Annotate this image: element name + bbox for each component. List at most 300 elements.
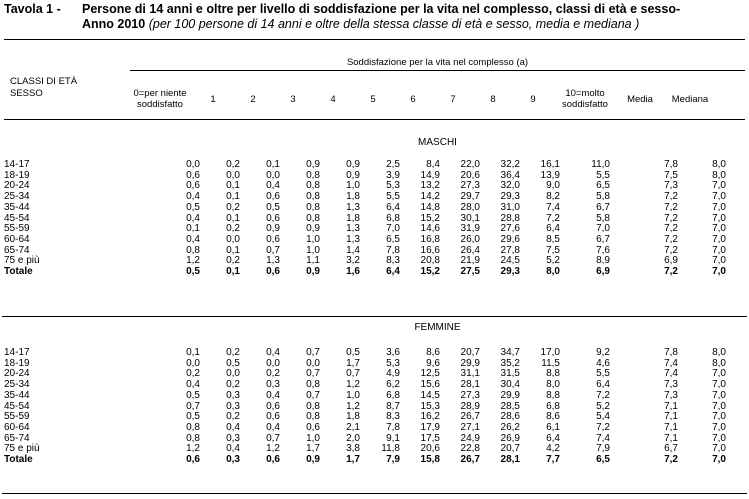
table-cell: 7,9 [386,454,400,466]
table-cell: 0,4 [186,233,200,245]
col-header-7: 7 [450,94,456,105]
table-cell: 29,3 [500,266,520,278]
total-row [4,267,726,278]
table-cell: 17,5 [420,432,440,444]
table-cell: 6,7 [596,233,610,245]
table-cell: 9,6 [426,357,440,369]
table-cell: 7,0 [712,432,726,444]
table-cell: 7,0 [712,180,726,192]
table-cell: 8,3 [386,411,400,423]
row-label: 25-34 [4,191,30,203]
col-header-6: 6 [410,94,416,105]
table-cell: 0,4 [266,389,280,401]
title-line-1: Persone di 14 anni e oltre per livello di soddisfazione per la vita nel complesso, classi di età e sesso- [82,2,681,16]
table-cell: 7,0 [386,223,400,235]
table-cell: 0,4 [266,180,280,192]
table-cell: 0,3 [226,432,240,444]
table-cell: 20,7 [500,443,520,455]
table-cell: 6,9 [596,266,610,278]
table-cell: 7,4 [664,357,678,369]
table-cell: 11,0 [591,159,610,170]
table-cell: 15,6 [420,379,440,391]
table-cell: 29,3 [500,191,520,203]
table-cell: 5,8 [596,191,610,203]
table-cell: 0,9 [306,223,320,235]
table-cell: 0,4 [266,347,280,358]
row-label: 20-24 [4,368,30,380]
table-cell: 6,5 [596,454,610,466]
table-cell: 5,5 [386,191,400,203]
table-cell: 0,4 [266,421,280,433]
table-cell: 5,5 [596,368,610,380]
table-cell: 0,8 [186,432,200,444]
title-subtitle: (per 100 persone di 14 anni e oltre della stessa classe di età e sesso, media e mediana ) [148,17,640,31]
table-cell: 26,9 [500,432,520,444]
table-cell: 1,8 [346,212,360,224]
col-header-5: 5 [370,94,376,105]
table-cell: 6,5 [386,233,400,245]
table-cell: 1,2 [186,443,200,455]
table-cell: 0,1 [186,223,200,235]
table-cell: 7,8 [386,421,400,433]
table-cell: 7,0 [712,266,726,278]
table-cell: 7,1 [664,400,678,412]
table-cell: 15,2 [420,266,440,278]
table-cell: 30,4 [500,379,520,391]
table-row [4,224,726,235]
row-label: 65-74 [4,432,30,444]
table-cell: 0,0 [186,357,200,369]
table-cell: 8,0 [546,379,560,391]
row-label: 55-59 [4,223,30,235]
table-cell: 0,2 [266,368,280,380]
table-cell: 7,0 [712,212,726,224]
row-label: 45-54 [4,400,30,412]
table-cell: 6,8 [546,400,560,412]
table-row [4,423,726,434]
table-cell: 0,8 [306,180,320,192]
table-cell: 0,6 [306,421,320,433]
title-line-2: Anno 2010 [82,17,146,31]
table-cell: 27,3 [460,180,480,192]
table-cell: 0,0 [186,159,200,170]
table-cell: 8,0 [546,266,560,278]
row-label: 65-74 [4,244,30,256]
table-cell: 24,9 [460,432,480,444]
table-cell: 28,9 [460,400,480,412]
bottom-rule [2,493,747,494]
table-cell: 16,2 [420,411,440,423]
col-header-8: 8 [490,94,496,105]
table-cell: 35,2 [500,357,520,369]
table-row [4,402,726,413]
table-cell: 7,3 [664,379,678,391]
table-cell: 8,6 [426,347,440,358]
table-cell: 32,0 [500,180,520,192]
table-cell: 6,7 [664,443,678,455]
col-header-10: 10=molto soddisfatto [562,88,608,110]
table-cell: 6,8 [386,389,400,401]
table-cell: 7,2 [664,244,678,256]
table-cell: 0,0 [266,169,280,181]
table-cell: 7,7 [546,454,560,466]
table-row [4,246,726,257]
row-label: 55-59 [4,411,30,423]
table-cell: 26,2 [500,421,520,433]
header-rule [4,119,745,120]
table-cell: 0,6 [266,266,280,278]
table-cell: 0,4 [226,443,240,455]
table-cell: 7,2 [664,266,678,278]
section-title-femmine: FEMMINE [414,322,461,333]
table-cell: 0,8 [306,191,320,203]
table-cell: 0,7 [186,400,200,412]
table-cell: 0,6 [186,180,200,192]
table-cell: 24,5 [500,255,520,267]
table-cell: 14,2 [420,191,440,203]
table-cell: 7,4 [546,201,560,213]
row-label: 14-17 [4,159,30,170]
table-cell: 0,8 [306,212,320,224]
row-label: 14-17 [4,347,30,358]
table-cell: 20,6 [460,169,480,181]
table-cell: 0,0 [226,233,240,245]
table-cell: 7,2 [664,223,678,235]
table-cell: 9,2 [596,347,610,358]
table-cell: 1,8 [346,411,360,423]
row-label: 20-24 [4,180,30,192]
table-cell: 7,9 [596,443,610,455]
table-cell: 0,9 [306,266,320,278]
table-cell: 7,8 [664,347,678,358]
row-label: 75 e più [4,255,40,267]
row-label: 45-54 [4,212,30,224]
table-cell: 17,9 [420,421,440,433]
table-cell: 31,0 [500,201,520,213]
table-cell: 6,4 [386,201,400,213]
table-cell: 3,8 [346,443,360,455]
table-cell: 5,8 [596,212,610,224]
maschi-rule [2,316,747,317]
table-cell: 0,6 [266,454,280,466]
row-label: Totale [4,266,33,278]
table-cell: 0,5 [226,357,240,369]
table-cell: 17,0 [540,347,560,358]
table-cell: 3,2 [346,255,360,267]
table-cell: 0,5 [186,201,200,213]
row-label: Totale [4,454,33,466]
table-cell: 7,2 [546,212,560,224]
table-cell: 0,2 [226,201,240,213]
table-cell: 0,1 [186,347,200,358]
table-cell: 27,1 [460,421,480,433]
table-cell: 2,0 [346,432,360,444]
table-cell: 0,2 [186,368,200,380]
row-label: 60-64 [4,421,30,433]
table-cell: 0,6 [186,169,200,181]
table-number: Tavola 1 - [4,2,61,16]
table-cell: 29,9 [500,389,520,401]
table-cell: 0,4 [186,212,200,224]
table-cell: 32,2 [500,159,520,170]
table-cell: 4,2 [546,443,560,455]
table-cell: 0,5 [266,201,280,213]
table-cell: 1,0 [306,233,320,245]
table-cell: 0,5 [186,411,200,423]
table-cell: 27,6 [500,223,520,235]
table-cell: 2,1 [346,421,360,433]
row-label: 75 e più [4,443,40,455]
total-row [4,455,726,466]
table-cell: 0,2 [226,223,240,235]
table-cell: 1,3 [346,223,360,235]
table-cell: 21,9 [460,255,480,267]
table-cell: 0,3 [226,389,240,401]
table-cell: 31,1 [460,368,480,380]
col-header-3: 3 [290,94,296,105]
table-row [4,160,726,171]
table-cell: 7,3 [664,180,678,192]
col-header-1: 1 [210,94,216,105]
table-cell: 7,0 [712,379,726,391]
table-cell: 6,2 [386,379,400,391]
table-cell: 16,6 [420,244,440,256]
table-cell: 1,4 [346,244,360,256]
table-cell: 5,3 [386,357,400,369]
table-cell: 7,0 [712,411,726,423]
table-cell: 7,8 [386,244,400,256]
table-cell: 7,4 [664,368,678,380]
table-cell: 26,7 [460,454,480,466]
table-cell: 0,1 [226,212,240,224]
table-cell: 7,2 [664,191,678,203]
table-cell: 0,1 [226,180,240,192]
femmine-table [4,348,726,466]
table-cell: 6,1 [546,421,560,433]
table-cell: 7,5 [664,169,678,181]
table-cell: 0,5 [186,266,200,278]
table-cell: 8,2 [546,191,560,203]
table-cell: 1,2 [346,400,360,412]
table-row [4,434,726,445]
table-cell: 1,8 [346,191,360,203]
table-cell: 9,1 [386,432,400,444]
table-cell: 0,5 [186,389,200,401]
table-cell: 28,6 [500,411,520,423]
table-cell: 7,0 [596,223,610,235]
table-cell: 0,7 [346,368,360,380]
table-cell: 0,1 [226,266,240,278]
table-cell: 15,2 [420,212,440,224]
table-cell: 7,0 [712,233,726,245]
table-cell: 22,0 [460,159,480,170]
table-cell: 8,4 [426,159,440,170]
table-cell: 28,8 [500,212,520,224]
table-cell: 7,1 [664,421,678,433]
table-cell: 0,8 [306,169,320,181]
table-cell: 1,2 [186,255,200,267]
table-cell: 0,2 [226,411,240,423]
table-cell: 0,0 [226,169,240,181]
table-cell: 29,9 [460,357,480,369]
table-row [4,192,726,203]
table-cell: 0,6 [186,454,200,466]
table-cell: 7,0 [712,400,726,412]
table-cell: 7,1 [664,432,678,444]
table-cell: 0,2 [226,159,240,170]
table-cell: 0,4 [186,379,200,391]
table-cell: 6,5 [596,180,610,192]
table-cell: 13,2 [420,180,440,192]
table-cell: 7,1 [664,411,678,423]
table-cell: 7,6 [596,244,610,256]
col-header-2: 2 [250,94,256,105]
table-cell: 7,2 [664,212,678,224]
table-cell: 8,0 [712,159,726,170]
table-row [4,214,726,225]
table-cell: 28,0 [460,201,480,213]
table-cell: 16,8 [420,233,440,245]
table-cell: 29,7 [460,191,480,203]
table-cell: 6,8 [386,212,400,224]
table-cell: 8,9 [596,255,610,267]
table-cell: 0,8 [186,244,200,256]
table-cell: 14,9 [420,169,440,181]
table-cell: 34,7 [500,347,520,358]
table-cell: 0,1 [266,159,280,170]
table-cell: 8,8 [546,389,560,401]
table-cell: 1,2 [266,443,280,455]
table-row [4,359,726,370]
table-cell: 0,6 [266,411,280,423]
table-row [4,412,726,423]
table-cell: 0,7 [306,389,320,401]
table-cell: 8,8 [546,368,560,380]
table-cell: 0,8 [306,201,320,213]
table-cell: 6,7 [596,201,610,213]
table-cell: 1,1 [306,255,320,267]
table-cell: 1,7 [346,454,360,466]
table-cell: 22,8 [460,443,480,455]
table-cell: 5,2 [596,400,610,412]
table-cell: 6,4 [546,432,560,444]
table-row [4,171,726,182]
table-cell: 0,6 [266,212,280,224]
table-cell: 8,0 [712,169,726,181]
table-cell: 4,6 [596,357,610,369]
table-cell: 31,5 [500,368,520,380]
row-header-age: CLASSI DI ETÀ [10,76,78,87]
table-cell: 0,7 [306,347,320,358]
table-title [4,2,746,32]
table-row [4,235,726,246]
table-cell: 7,2 [596,421,610,433]
table-row [4,348,726,359]
table-cell: 8,7 [386,400,400,412]
table-row [4,444,726,455]
table-cell: 0,2 [226,379,240,391]
row-label: 18-19 [4,357,30,369]
table-cell: 0,6 [266,191,280,203]
col-header-media: Media [627,94,653,105]
top-rule [4,39,745,40]
table-cell: 0,0 [226,368,240,380]
table-cell: 2,5 [386,159,400,170]
table-cell: 7,0 [712,421,726,433]
table-cell: 0,9 [306,454,320,466]
table-row [4,369,726,380]
table-cell: 0,8 [306,411,320,423]
table-cell: 0,9 [346,169,360,181]
table-cell: 20,6 [420,443,440,455]
table-cell: 1,2 [346,379,360,391]
table-cell: 0,0 [306,357,320,369]
table-cell: 7,2 [664,454,678,466]
col-header-9: 9 [530,94,536,105]
table-cell: 1,3 [346,201,360,213]
table-cell: 8,6 [546,411,560,423]
col-header-0: 0=per niente soddisfatto [133,88,187,110]
row-label: 35-44 [4,389,30,401]
table-cell: 7,8 [664,159,678,170]
table-cell: 8,0 [712,347,726,358]
table-row [4,380,726,391]
row-label: 25-34 [4,379,30,391]
table-cell: 0,8 [186,421,200,433]
table-cell: 27,5 [460,266,480,278]
table-cell: 15,8 [420,454,440,466]
table-cell: 0,7 [266,244,280,256]
table-cell: 14,5 [420,389,440,401]
table-cell: 6,4 [386,266,400,278]
table-cell: 8,3 [386,255,400,267]
table-cell: 26,7 [460,411,480,423]
table-cell: 6,4 [546,223,560,235]
table-cell: 1,3 [266,255,280,267]
table-cell: 5,4 [596,411,610,423]
table-cell: 7,5 [546,244,560,256]
table-cell: 0,7 [306,368,320,380]
table-cell: 31,9 [460,223,480,235]
col-header-4: 4 [330,94,336,105]
table-cell: 0,9 [306,159,320,170]
table-cell: 7,2 [596,389,610,401]
table-cell: 11,5 [541,357,560,369]
table-cell: 6,9 [664,255,678,267]
table-row [4,203,726,214]
group-label: Soddisfazione per la vita nel complesso (a) [346,57,529,68]
table-cell: 16,1 [540,159,560,170]
table-cell: 28,1 [460,379,480,391]
table-row [4,256,726,267]
table-cell: 15,3 [420,400,440,412]
section-title-maschi: MASCHI [418,137,457,148]
table-cell: 0,1 [226,244,240,256]
table-cell: 0,7 [266,432,280,444]
table-cell: 7,2 [664,201,678,213]
table-cell: 0,5 [346,347,360,358]
maschi-table [4,160,726,278]
table-cell: 7,0 [712,244,726,256]
table-cell: 1,0 [306,432,320,444]
table-cell: 7,0 [712,443,726,455]
row-label: 60-64 [4,233,30,245]
table-cell: 0,2 [226,347,240,358]
table-cell: 7,0 [712,191,726,203]
table-cell: 0,9 [266,223,280,235]
table-cell: 4,9 [386,368,400,380]
table-cell: 0,3 [226,400,240,412]
